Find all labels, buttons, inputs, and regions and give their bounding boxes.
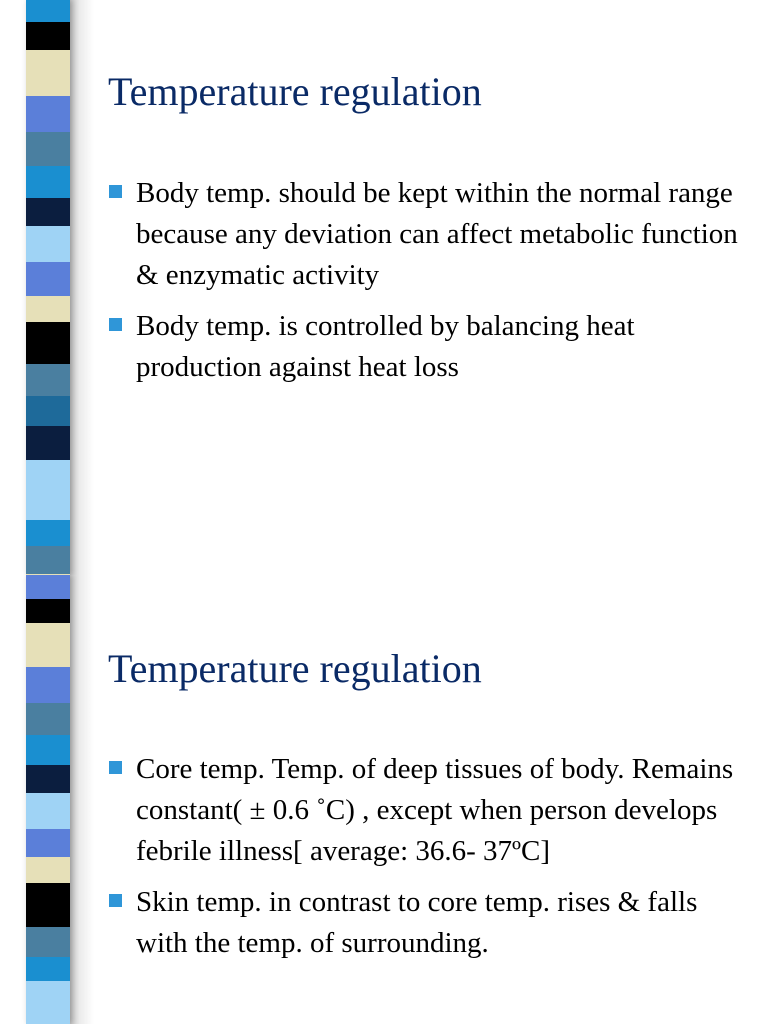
slide-1-title: Temperature regulation [108, 69, 482, 114]
slide-2 [0, 575, 768, 1024]
decorative-strip [26, 575, 70, 1024]
strip-shadow [70, 0, 94, 576]
slide-1-bullet-2-text: Body temp. is controlled by balancing heat production against heat loss [136, 310, 635, 383]
slide-2-bullet-2 [108, 882, 738, 964]
strip-shadow [70, 575, 94, 1024]
slide-1-bullet-1-text: Body temp. should be kept within the normal range because any deviation can affect metabolic function & enzymatic activity [136, 177, 738, 291]
slide-2-bullet-2-text: Skin temp. in contrast to core temp. rises & falls with the temp. of surrounding. [136, 886, 698, 959]
slide-1-bullet-1 [108, 173, 738, 296]
square-bullet-icon [109, 318, 122, 331]
slide-2-bullet-1 [108, 749, 738, 872]
slide-1-bullet-list [108, 173, 738, 398]
slide-2-title: Temperature regulation [108, 646, 482, 691]
slide-2-bullet-1-text: Core temp. Temp. of deep tissues of body. Remains constant( ± 0.6 ˚C) , except when person develops febrile illness[ average: 36.6- 37ºC] [136, 753, 734, 867]
slide-2-bullet-list [108, 749, 738, 974]
slide-1-bullet-2 [108, 306, 738, 388]
decorative-strip [26, 0, 70, 576]
square-bullet-icon [109, 761, 122, 774]
square-bullet-icon [109, 894, 122, 907]
square-bullet-icon [109, 185, 122, 198]
